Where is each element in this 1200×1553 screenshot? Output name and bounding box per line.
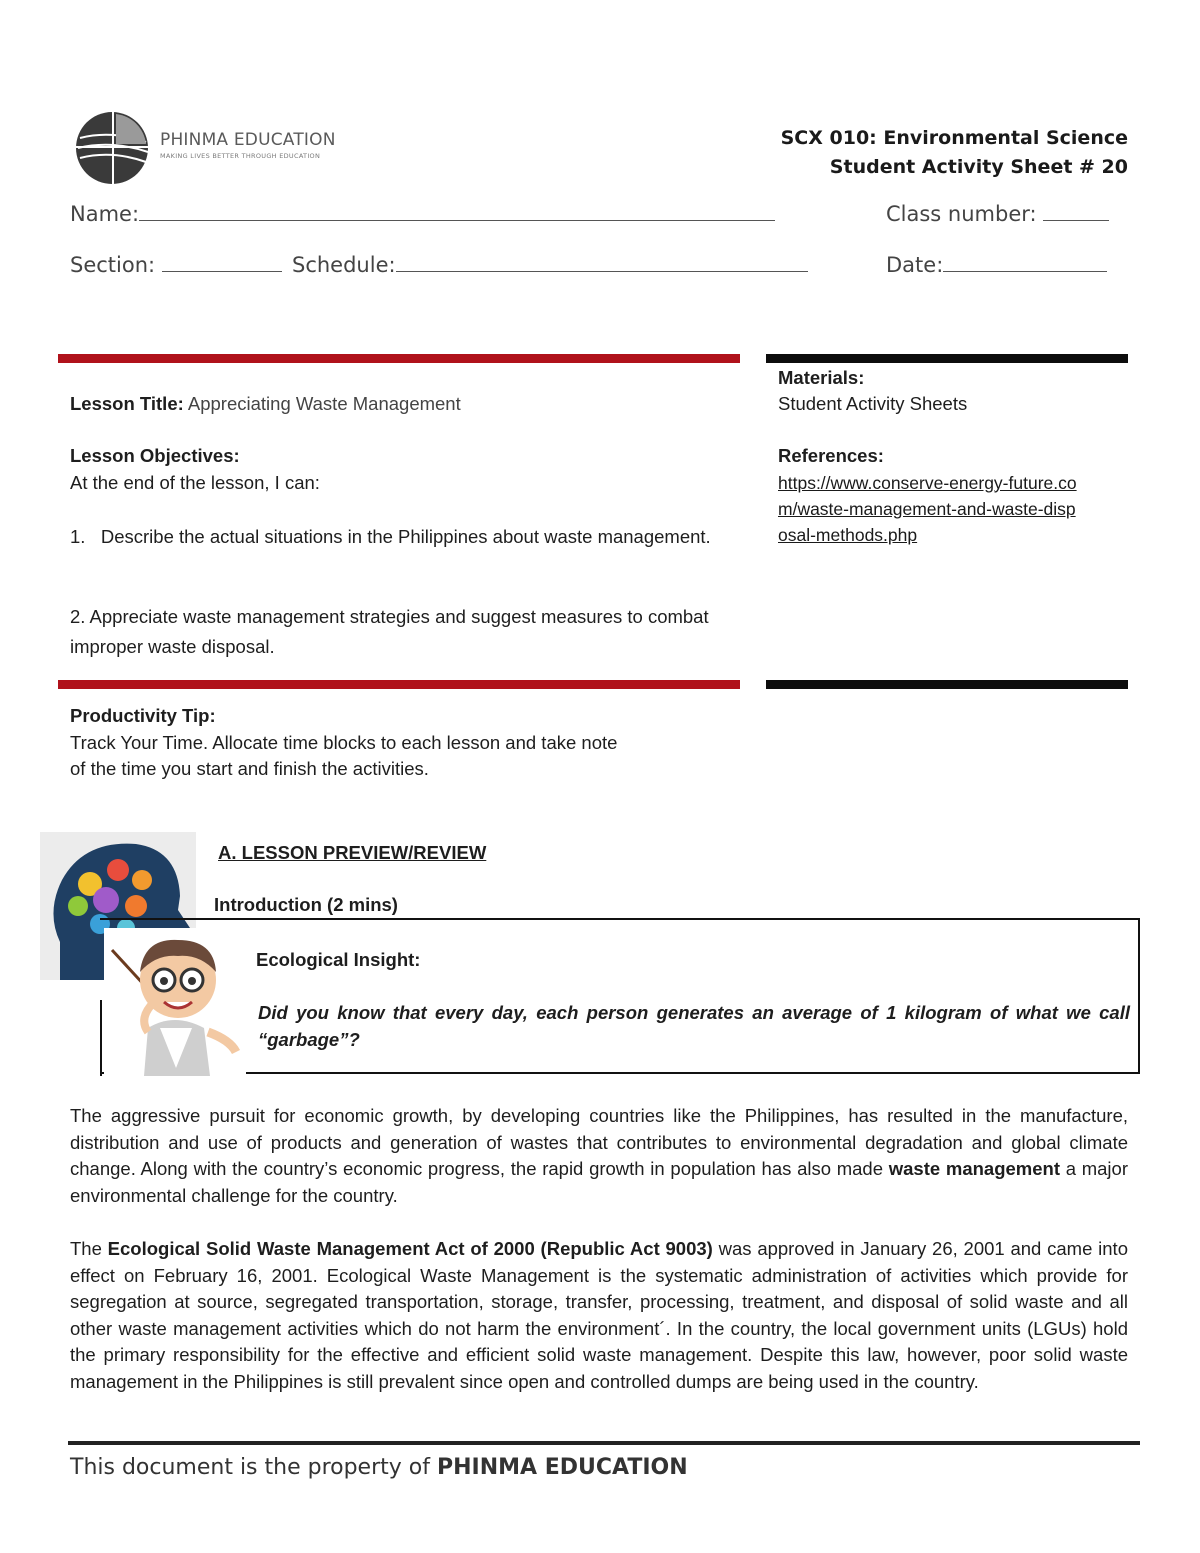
reference-link-line-1[interactable]: https://www.conserve-energy-future.co	[778, 473, 1077, 493]
class-number-field[interactable]	[886, 200, 1109, 226]
p1-bold: waste management	[888, 1158, 1060, 1179]
schedule-label: Schedule:	[292, 253, 396, 277]
bottom-red-rule	[58, 680, 740, 689]
objective-1	[70, 522, 726, 552]
body-paragraph-1	[70, 1103, 1128, 1209]
logo-tagline: MAKING LIVES BETTER THROUGH EDUCATION	[160, 152, 321, 160]
lesson-title	[70, 391, 461, 417]
p2-bold: Ecological Solid Waste Management Act of 2000 (Republic Act 9003)	[107, 1238, 713, 1259]
cartoon-teacher-image	[104, 928, 246, 1076]
tip-line-1: Track Your Time. Allocate time blocks to each lesson and take note	[70, 732, 618, 753]
sheet-title: Student Activity Sheet # 20	[829, 156, 1128, 178]
p1-text-a: The aggressive pursuit for economic growth, by developing countries like the Philippines, has resulted in the manufacture, distribution and use of products and generation of wastes that contributes to environmental degradation and global climate change. Along with the country’s economic progress, the rapid growth in population has also made	[70, 1105, 1128, 1179]
footer	[70, 1455, 688, 1480]
objective-1-text: Describe the actual situations in the Philippines about waste management.	[100, 526, 711, 547]
footer-bold: PHINMA EDUCATION	[436, 1455, 688, 1480]
footer-text: This document is the property of	[70, 1455, 437, 1480]
date-label: Date:	[886, 253, 944, 277]
top-red-rule	[58, 354, 740, 363]
class-number-label: Class number:	[886, 202, 1037, 226]
objectives-intro: At the end of the lesson, I can:	[70, 472, 320, 493]
name-label: Name:	[70, 202, 140, 226]
section-a-heading: A. LESSON PREVIEW/REVIEW	[218, 842, 487, 863]
lesson-title-label: Lesson Title:	[70, 393, 184, 414]
body-paragraph-2	[70, 1236, 1128, 1395]
course-title: SCX 010: Environmental Science	[780, 127, 1128, 149]
name-field[interactable]	[70, 200, 775, 226]
p1-text-b: a major environmental challenge for the country.	[70, 1158, 1128, 1206]
section-label: Section:	[70, 253, 156, 277]
reference-link-line-2[interactable]: m/waste-management-and-waste-disp	[778, 499, 1076, 519]
phinma-logo-icon	[72, 108, 156, 188]
footer-rule	[68, 1441, 1140, 1445]
reference-link-line-3[interactable]: osal-methods.php	[778, 525, 918, 545]
references-label: References:	[778, 445, 884, 466]
schedule-field[interactable]	[292, 251, 808, 277]
p2-text-b: was approved in January 26, 2001 and came into effect on February 16, 2001. Ecological Waste Management is the systematic administration of activities which provide for segregation at source, segregated transportation, storage, transfer, processing, treatment, and disposal of solid waste and all other waste management activities which do not harm the environment´. In the country, the local government units (LGUs) hold the primary responsibility for the effective and efficient solid waste management. Despite this law, however, poor solid waste management in the Philippines is still prevalent since open and controlled dumps are being used in the country.	[70, 1238, 1128, 1392]
course-heading	[781, 124, 1128, 182]
date-field[interactable]	[886, 251, 1107, 277]
materials-label: Materials:	[778, 367, 865, 388]
objective-2: 2. Appreciate waste management strategies and suggest measures to combat improper waste disposal.	[70, 606, 709, 657]
tip-line-2: of the time you start and finish the activities.	[70, 758, 429, 779]
p2-text-a: The	[70, 1238, 108, 1259]
class-number-blank[interactable]	[1043, 200, 1109, 221]
introduction-heading: Introduction (2 mins)	[214, 894, 398, 915]
date-blank[interactable]	[943, 251, 1107, 272]
top-black-rule	[766, 354, 1128, 363]
objective-1-number: 1.	[70, 526, 86, 547]
section-field[interactable]	[70, 251, 282, 277]
schedule-blank[interactable]	[396, 251, 808, 272]
objectives-label: Lesson Objectives:	[70, 445, 240, 466]
tip-label: Productivity Tip:	[70, 705, 216, 726]
name-blank[interactable]	[139, 200, 775, 221]
lesson-title-value: Appreciating Waste Management	[187, 393, 461, 414]
reference-link[interactable]	[778, 470, 1077, 548]
insight-box-left-edge	[100, 1000, 102, 1076]
materials-value: Student Activity Sheets	[778, 393, 968, 414]
insight-text: Did you know that every day, each person generates an average of 1 kilogram of what we call “garbage”?	[258, 1002, 1130, 1050]
logo-name: PHINMA EDUCATION	[160, 130, 336, 150]
bottom-black-rule	[766, 680, 1128, 689]
insight-label: Ecological Insight:	[256, 949, 421, 970]
section-blank[interactable]	[162, 251, 282, 272]
